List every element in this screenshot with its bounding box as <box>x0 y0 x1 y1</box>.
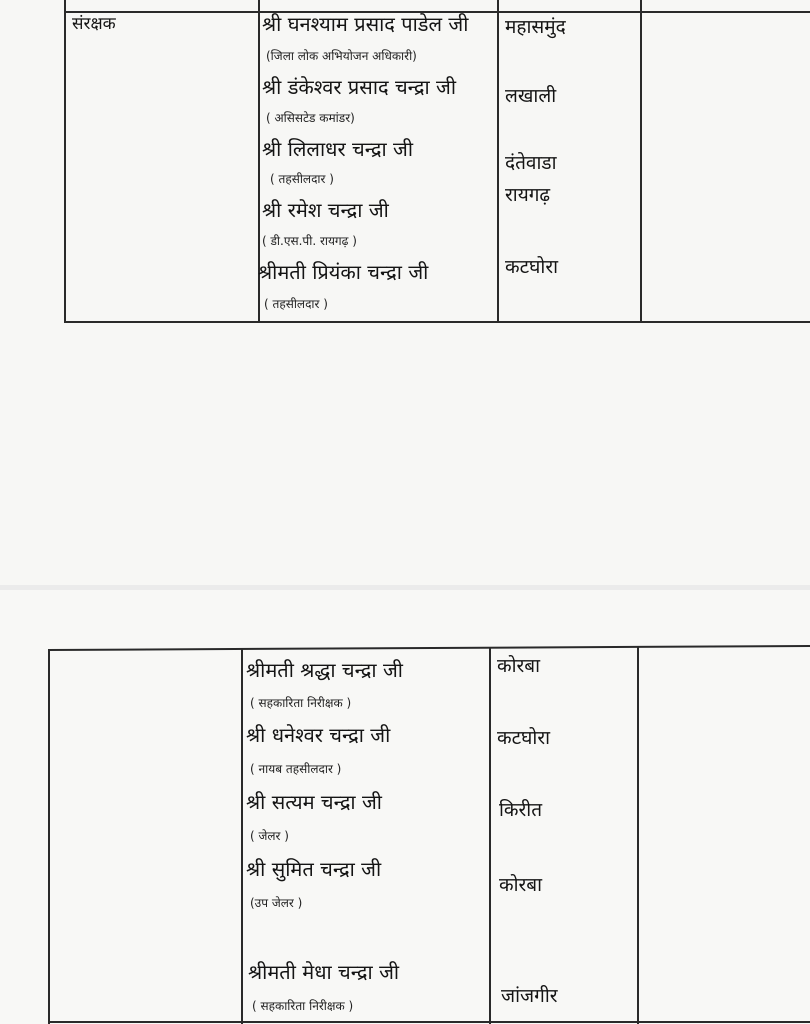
member-designation: ( सहकारिता निरीक्षक ) <box>252 999 354 1013</box>
table-top-rule <box>48 645 810 651</box>
column-divider-place <box>489 648 491 1024</box>
member-place: कोरबा <box>497 655 541 677</box>
column-divider-remarks <box>637 647 639 1024</box>
member-designation: (उप जेलर ) <box>250 896 303 910</box>
member-place: कोरबा <box>499 874 543 896</box>
member-name: श्रीमती श्रद्धा चन्द्रा जी <box>246 658 403 682</box>
role-label: संरक्षक <box>72 14 116 34</box>
column-divider-name <box>241 648 243 1024</box>
member-designation: ( नायब तहसीलदार ) <box>250 762 342 776</box>
table-bottom-rule <box>64 321 810 323</box>
member-place: दंतेवाडा <box>505 152 557 174</box>
column-divider-remarks <box>640 0 642 323</box>
table-left-border <box>64 0 66 323</box>
member-designation: (जिला लोक अभियोजन अधिकारी) <box>266 49 417 63</box>
document-page-bottom <box>0 590 810 1024</box>
table-left-border <box>48 650 50 1024</box>
member-name: श्रीमती मेधा चन्द्रा जी <box>248 960 400 984</box>
member-place: कटघोरा <box>505 256 559 278</box>
member-designation: ( जेलर ) <box>250 829 289 843</box>
table-bottom-rule <box>48 1021 810 1023</box>
member-place: कटघोरा <box>497 727 551 749</box>
member-name: श्री रमेश चन्द्रा जी <box>262 198 389 222</box>
member-designation: ( असिसटेड कमांडर) <box>266 111 355 125</box>
member-name: श्री धनेश्वर चन्द्रा जी <box>246 723 391 747</box>
member-designation: ( तहसीलदार ) <box>270 172 334 186</box>
column-divider-place <box>497 0 499 323</box>
member-name: श्री सुमित चन्द्रा जी <box>246 857 382 881</box>
member-place: लखाली <box>505 85 557 107</box>
member-place: किरीत <box>499 799 543 821</box>
member-name: श्री लिलाधर चन्द्रा जी <box>262 137 414 161</box>
member-designation: ( तहसीलदार ) <box>264 297 328 311</box>
member-name: श्री घनश्याम प्रसाद पाडेल जी <box>262 12 469 36</box>
member-place: रायगढ़ <box>505 184 551 206</box>
member-name: श्री डंकेश्वर प्रसाद चन्द्रा जी <box>262 75 457 99</box>
member-designation: ( सहकारिता निरीक्षक ) <box>250 696 352 710</box>
member-place: महासमुंद <box>505 16 566 38</box>
member-place: जांजगीर <box>501 985 558 1007</box>
member-name: श्रीमती प्रियंका चन्द्रा जी <box>258 260 429 284</box>
member-name: श्री सत्यम चन्द्रा जी <box>246 790 382 814</box>
member-designation: ( डी.एस.पी. रायगढ़ ) <box>262 234 357 248</box>
